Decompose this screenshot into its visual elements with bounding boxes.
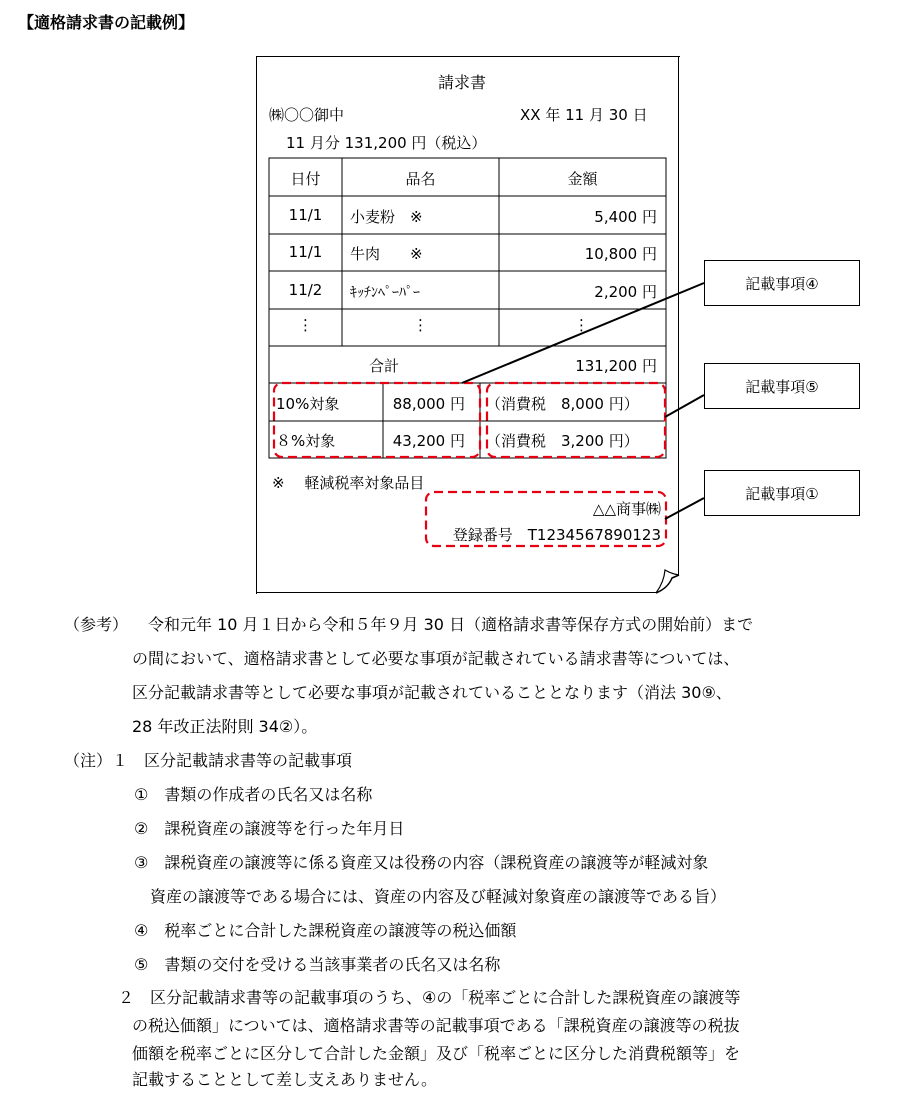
table-row-amount: ⋮ (574, 316, 589, 334)
page-heading: 【適格請求書の記載例】 (18, 13, 195, 32)
rate-label: ８%対象 (276, 432, 336, 450)
callout-item-5: 記載事項⑤ (704, 363, 860, 409)
rate-tax: （消費税 8,000 円） (486, 395, 639, 413)
table-row-item: ⋮ (413, 316, 428, 334)
issuer-name: △△商事㈱ (592, 500, 661, 518)
notes-item: ② 課税資産の譲渡等を行った年月日 (134, 819, 405, 838)
table-row-amount: 5,400 円 (594, 208, 657, 226)
note-2-line: の税込価額」については、適格請求書等の記載事項である「課税資産の譲渡等の税抜 (132, 1016, 740, 1035)
column-amount: 金額 (567, 170, 598, 188)
note-2-line: ２ 区分記載請求書等の記載事項のうち、④の「税率ごとに合計した課税資産の譲渡等 (118, 988, 741, 1007)
table-row-amount: 10,800 円 (584, 245, 657, 263)
table-row-item: ｷｯﾁﾝﾍﾟｰﾊﾟｰ (350, 285, 420, 301)
reduced-rate-note: ※ 軽減税率対象品目 (272, 474, 425, 492)
reference-label: （参考） (64, 615, 129, 634)
rate-amount: 43,200 円 (392, 432, 465, 450)
table-row-item: 小麦粉 ※ (350, 208, 423, 226)
notes-item: ① 書類の作成者の氏名又は名称 (134, 785, 373, 804)
registration-number: 登録番号 T1234567890123 (452, 526, 661, 544)
notes-item: ④ 税率ごとに合計した課税資産の譲渡等の税込価額 (134, 921, 517, 940)
total-label: 合計 (368, 357, 399, 375)
reference-line: の間において、適格請求書として必要な事項が記載されている請求書等については、 (132, 649, 740, 668)
invoice-summary: 11 月分 131,200 円（税込） (286, 134, 487, 152)
total-amount: 131,200 円 (575, 357, 657, 375)
reference-line: 区分記載請求書等として必要な事項が記載されていることとなります（消法 30⑨、 (132, 683, 732, 702)
notes-item: ⑤ 書類の交付を受ける当該事業者の氏名又は名称 (134, 955, 501, 974)
invoice-addressee: ㈱〇〇御中 (269, 106, 345, 124)
callout-item-1: 記載事項① (704, 470, 860, 516)
reference-line: 28 年改正法附則 34②）。 (132, 717, 318, 736)
note-2-line: 価額を税率ごとに区分して合計した金額」及び「税率ごとに区分した消費税額等」を (132, 1044, 741, 1063)
rate-label: 10%対象 (276, 395, 340, 413)
invoice-date: XX 年 11 月 30 日 (520, 106, 648, 124)
table-row-item: 牛肉 ※ (350, 245, 423, 263)
reference-line: 令和元年 10 月１日から令和５年９月 30 日（適格請求書等保存方式の開始前）まで (148, 615, 754, 634)
table-row-date: 11/1 (288, 206, 323, 224)
rate-tax: （消費税 3,200 円） (486, 432, 639, 450)
note-2-line: 記載することとして差し支えありません。 (132, 1070, 437, 1089)
notes-heading: （注）１ 区分記載請求書等の記載事項 (64, 751, 353, 770)
column-date: 日付 (290, 170, 321, 188)
table-row-date: ⋮ (298, 316, 313, 334)
callout-item-4: 記載事項④ (704, 260, 860, 306)
table-row-date: 11/2 (288, 281, 323, 299)
table-row-date: 11/1 (288, 243, 323, 261)
paper-curl (656, 575, 679, 593)
invoice-title: 請求書 (438, 73, 487, 92)
notes-item: ③ 課税資産の譲渡等に係る資産又は役務の内容（課税資産の譲渡等が軽減対象 (134, 853, 709, 872)
table-row-amount: 2,200 円 (594, 283, 657, 301)
notes-item: 資産の譲渡等である場合には、資産の内容及び軽減対象資産の譲渡等である旨） (150, 887, 727, 906)
column-item: 品名 (405, 170, 436, 188)
rate-amount: 88,000 円 (392, 395, 465, 413)
